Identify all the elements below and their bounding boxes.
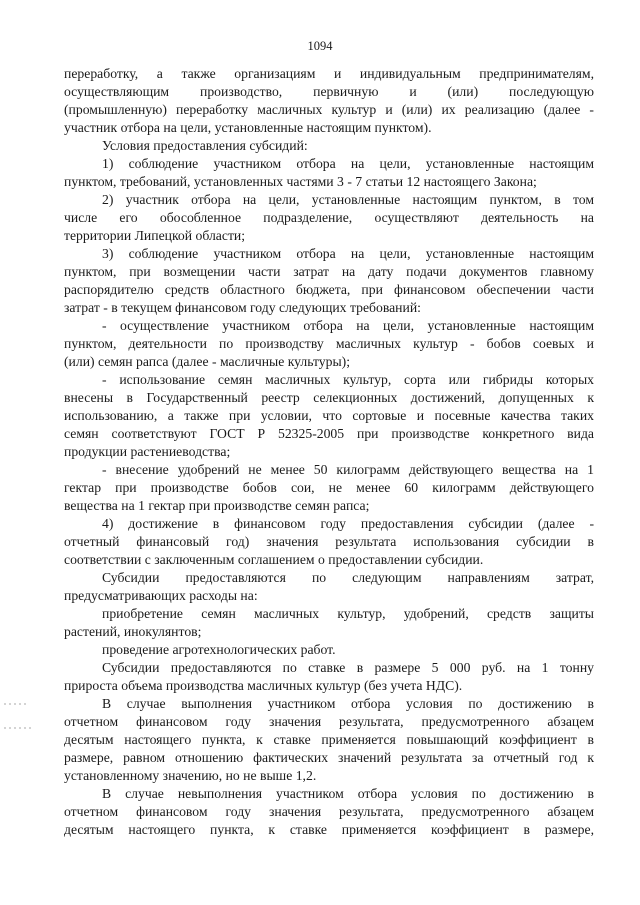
text-line: продукции растениеводства; — [64, 444, 231, 459]
text-line: (или) семян рапса (далее - масличные культуры); — [64, 354, 351, 369]
text-line: Субсидии предоставляются по ставке в размере 5 000 руб. на 1 тонну — [102, 660, 594, 675]
text-line: Субсидии предоставляются по следующим направлениям затрат, — [102, 570, 594, 585]
text-line: затрат - в текущем финансовом году следующих требований: — [64, 300, 421, 315]
text-line: 4) достижение в финансовом году предоставления субсидии (далее - — [102, 516, 594, 531]
text-line: территории Липецкой области; — [64, 228, 246, 243]
text-line: (промышленную) переработку масличных культур и (или) их реализацию (далее - — [64, 102, 594, 117]
text-line: отчетном финансовом году значения результата, предусмотренного абзацем — [64, 804, 594, 819]
text-line: пунктом, при возмещении части затрат на дату подачи документов главному — [64, 264, 594, 279]
text-line: - использование семян масличных культур, сорта или гибриды которых — [102, 372, 594, 387]
text-line: осуществляющим производство, первичную и (или) последующую — [64, 84, 594, 99]
text-line: отчетном финансовом году значения результата, предусмотренного абзацем — [64, 714, 594, 729]
text-line: переработку, а также организациям и индивидуальным предпринимателям, — [64, 66, 594, 81]
text-line: растений, инокулянтов; — [64, 624, 202, 639]
text-line: десятым настоящего пункта, к ставке применяется коэффициент в размере, — [64, 822, 594, 837]
text-line: проведение агротехнологических работ. — [102, 642, 336, 657]
text-line: семян соответствуют ГОСТ Р 52325-2005 при производстве конкретного вида — [64, 426, 594, 441]
text-line: 2) участник отбора на цели, установленные настоящим пунктом, в том — [102, 192, 594, 207]
page-number: 1094 — [307, 39, 333, 53]
text-line: соответствии с заключенным соглашением о предоставлении субсидии. — [64, 552, 484, 567]
text-line: участник отбора на цели, установленные настоящим пунктом). — [64, 120, 432, 135]
text-line: приобретение семян масличных культур, удобрений, средств защиты — [102, 606, 594, 621]
text-line: гектар при производстве бобов сои, не менее 60 килограмм действующего — [64, 480, 594, 495]
text-line: распорядителю средств областного бюджета, при финансовом обеспечении части — [64, 282, 594, 297]
text-line: отчетный финансовый год) значения результата использования субсидии в — [64, 534, 594, 549]
margin-speckle-mark — [4, 716, 54, 724]
text-line: установленному значению, но не выше 1,2. — [64, 768, 317, 783]
text-line: 3) соблюдение участником отбора на цели, установленные настоящим — [102, 246, 594, 261]
text-line: десятым настоящего пункта, к ставке применяется повышающий коэффициент в — [64, 732, 594, 747]
text-line: числе его обособленное подразделение, осуществляют деятельность на — [64, 210, 594, 225]
text-line: прироста объема производства масличных культур (без учета НДС). — [64, 678, 463, 693]
margin-speckle-mark — [4, 692, 54, 700]
text-line: 1) соблюдение участником отбора на цели, установленные настоящим — [102, 156, 594, 171]
text-line: пунктом, деятельности по производству масличных культур - бобов соевых и — [64, 336, 594, 351]
text-line: вещества на 1 гектар при производстве семян рапса; — [64, 498, 370, 513]
text-line: пунктом, требований, установленных частями 3 - 7 статьи 12 настоящего Закона; — [64, 174, 537, 189]
text-line: Условия предоставления субсидий: — [102, 138, 308, 153]
text-line: В случае невыполнения участником отбора условия по достижению в — [102, 786, 594, 801]
document-body — [64, 65, 594, 839]
text-line: предусматривающих расходы на: — [64, 588, 258, 603]
text-line: - внесение удобрений не менее 50 килограмм действующего вещества на 1 — [102, 462, 594, 477]
text-line: - осуществление участником отбора на цели, установленные настоящим — [102, 318, 594, 333]
text-line: размере, равном отношению фактических значений результата за отчетный год к — [64, 750, 594, 765]
text-line: внесены в Государственный реестр селекционных достижений, допущенных к — [64, 390, 594, 405]
text-line: В случае выполнения участником отбора условия по достижению в — [102, 696, 594, 711]
text-line: использованию, а также при условии, что сортовые и посевные качества таких — [64, 408, 594, 423]
